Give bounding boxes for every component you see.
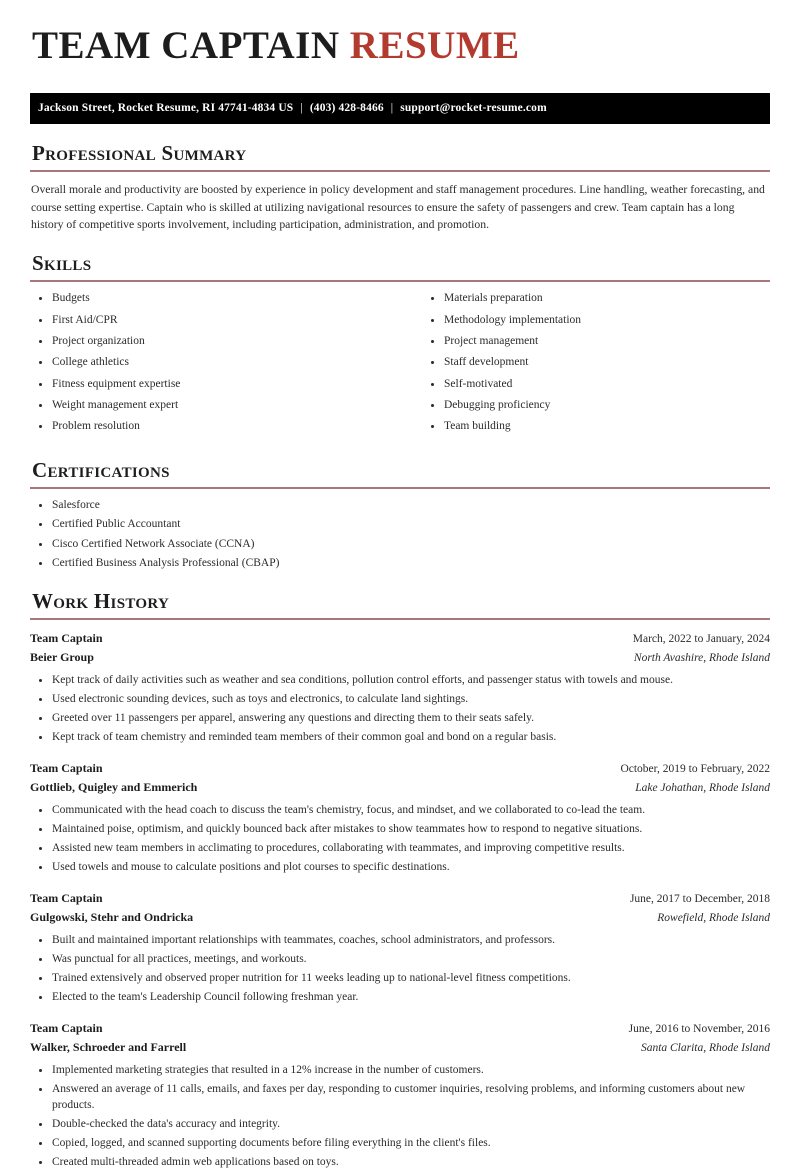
job-dates: March, 2022 to January, 2024	[632, 632, 770, 645]
list-item: Built and maintained important relationships with teammates, coaches, school administrators, and professors.	[30, 933, 770, 949]
contact-address: Jackson Street, Rocket Resume, RI 47741-4834 US	[38, 101, 294, 114]
job-subheader-row	[30, 648, 770, 667]
list-item: Self-motivated	[422, 377, 770, 393]
section-divider	[30, 487, 770, 489]
job-title: Team Captain	[30, 630, 103, 645]
list-item: Assisted new team members in acclimating to procedures, collaborating with teammates, and improving competitive results.	[30, 841, 770, 857]
skills-list-left	[30, 291, 400, 435]
job-company: Gulgowski, Stehr and Ondricka	[30, 910, 194, 925]
list-item: Project organization	[30, 334, 400, 350]
job-dates: June, 2017 to December, 2018	[629, 892, 770, 905]
section-heading-summary: Professional Summary	[32, 140, 247, 165]
job-dates: October, 2019 to February, 2022	[620, 762, 770, 775]
list-item: Certified Public Accountant	[30, 517, 770, 533]
list-item: Debugging proficiency	[422, 398, 770, 414]
list-item: Materials preparation	[422, 291, 770, 307]
list-item: Salesforce	[30, 498, 770, 514]
list-item: Problem resolution	[30, 419, 400, 435]
job-header-row	[30, 629, 770, 648]
list-item: Kept track of daily activities such as weather and sea conditions, pollution control efforts, and passenger status with towels and mouse.	[30, 673, 770, 689]
job-location: Santa Clarita, Rhode Island	[640, 1042, 770, 1054]
page-title	[32, 26, 770, 67]
list-item: Communicated with the head coach to discuss the team's chemistry, focus, and mindset, and we collaborated to co-lead the team.	[30, 803, 770, 819]
job-bullets	[30, 1063, 770, 1170]
job-company: Walker, Schroeder and Farrell	[30, 1040, 187, 1054]
skills-column-left	[30, 291, 400, 441]
contact-phone: (403) 428-8466	[309, 101, 384, 114]
list-item: Staff development	[422, 355, 770, 371]
job-title: Team Captain	[30, 890, 103, 905]
list-item: Used towels and mouse to calculate positions and plot courses to specific destinations.	[30, 860, 770, 876]
list-item: Budgets	[30, 291, 400, 307]
list-item: Methodology implementation	[422, 313, 770, 329]
list-item: Maintained poise, optimism, and quickly bounced back after mistakes to show teammates how to respond to negative situations.	[30, 822, 770, 838]
section-heading-skills: Skills	[32, 251, 92, 276]
section-professional-summary	[30, 141, 770, 234]
list-item: Double-checked the data's accuracy and integrity.	[30, 1117, 770, 1133]
list-item: College athletics	[30, 355, 400, 371]
job-location: Rowefield, Rhode Island	[657, 912, 770, 925]
job-title: Team Captain	[30, 760, 103, 775]
skills-list-right	[422, 291, 770, 435]
job-subheader-row	[30, 778, 770, 797]
job-entry	[30, 1019, 770, 1170]
summary-text: Overall morale and productivity are boosted by experience in policy development and staff management procedures. Line handling, weather forecasting, and course setting expertise. Captain who is skilled at utilizing navigational resources to ensure the safety of passengers and crew. Team captain has a long history of competitive sports involvement, including participation, administration, and promotion.	[31, 182, 765, 232]
job-location: North Avashire, Rhode Island	[633, 652, 770, 665]
list-item: Greeted over 11 passengers per apparel, answering any questions and directing them to their seats safely.	[30, 711, 770, 727]
job-bullets	[30, 803, 770, 875]
list-item: Was punctual for all practices, meetings, and workouts.	[30, 952, 770, 968]
job-bullets	[30, 673, 770, 745]
section-heading-work-history: Work History	[32, 588, 170, 613]
list-item: Certified Business Analysis Professional (CBAP)	[30, 556, 770, 572]
list-item: Project management	[422, 334, 770, 350]
list-item: Fitness equipment expertise	[30, 377, 400, 393]
list-item: Weight management expert	[30, 398, 400, 414]
list-item: Answered an average of 11 calls, emails, and faxes per day, responding to customer inquiries, resolving problems, and informing customers about new products.	[30, 1082, 770, 1114]
job-bullets	[30, 933, 770, 1005]
list-item: Elected to the team's Leadership Council following freshman year.	[30, 990, 770, 1006]
contact-separator-1: |	[300, 101, 303, 114]
list-item: Created multi-threaded admin web applications based on toys.	[30, 1155, 770, 1170]
job-location: Lake Johathan, Rhode Island	[635, 782, 770, 795]
section-certifications	[30, 458, 770, 572]
title-primary: TEAM CAPTAIN	[32, 24, 340, 67]
job-company: Gottlieb, Quigley and Emmerich	[30, 780, 198, 795]
list-item: Cisco Certified Network Associate (CCNA)	[30, 537, 770, 553]
job-title: Team Captain	[30, 1020, 103, 1035]
certifications-list	[30, 498, 770, 572]
title-accent: RESUME	[349, 24, 520, 67]
skills-columns	[30, 291, 770, 441]
job-header-row	[30, 1019, 770, 1038]
section-divider	[30, 280, 770, 282]
section-skills	[30, 251, 770, 441]
job-dates: June, 2016 to November, 2016	[628, 1022, 770, 1035]
list-item: Copied, logged, and scanned supporting documents before filing everything in the client's files.	[30, 1136, 770, 1152]
section-divider	[30, 170, 770, 172]
section-work-history	[30, 589, 770, 1170]
list-item: Used electronic sounding devices, such as toys and electronics, to calculate land sightings.	[30, 692, 770, 708]
contact-separator-2: |	[390, 101, 394, 114]
job-header-row	[30, 889, 770, 908]
job-entry	[30, 889, 770, 1006]
list-item: Trained extensively and observed proper nutrition for 11 weeks leading up to national-level fitness competitions.	[30, 971, 770, 987]
job-company: Beier Group	[30, 650, 94, 665]
job-header-row	[30, 759, 770, 778]
job-entry	[30, 629, 770, 746]
section-divider	[30, 618, 770, 620]
contact-email[interactable]: support@rocket-resume.com	[400, 101, 547, 114]
section-heading-certifications: Certifications	[32, 457, 170, 482]
contact-bar	[30, 93, 770, 124]
job-subheader-row	[30, 908, 770, 927]
skills-column-right	[400, 291, 770, 441]
list-item: Implemented marketing strategies that resulted in a 12% increase in the number of customers.	[30, 1063, 770, 1079]
job-entry	[30, 759, 770, 876]
list-item: First Aid/CPR	[30, 313, 400, 329]
list-item: Team building	[422, 419, 770, 435]
list-item: Kept track of team chemistry and reminded team members of their common goal and bond on a regular basis.	[30, 730, 770, 746]
work-history-list	[30, 629, 770, 1170]
job-subheader-row	[30, 1038, 770, 1057]
